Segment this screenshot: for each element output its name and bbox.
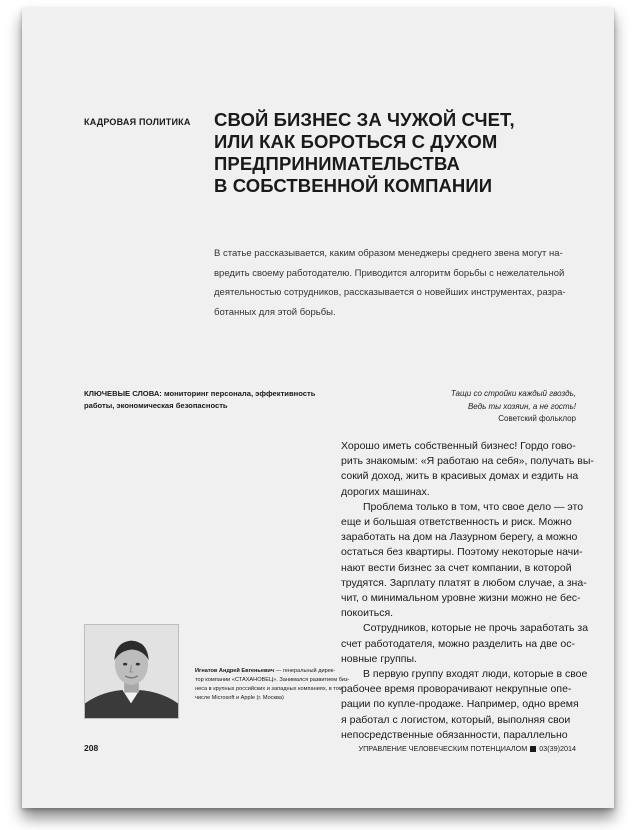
title-line: ПРЕДПРИНИМАТЕЛЬСТВА	[214, 153, 460, 174]
article-title	[214, 109, 594, 197]
journal-footer	[359, 744, 576, 753]
author-bio	[195, 667, 350, 703]
abstract-line: деятельностью сотрудников, рассказывается о новейших инструментах, разра-	[214, 287, 566, 298]
body-line: сокий доход, жить в красивых домах и ездить на	[341, 470, 579, 483]
article-body	[341, 439, 603, 743]
title-line: ИЛИ КАК БОРОТЬСЯ С ДУХОМ	[214, 131, 498, 152]
body-line: трудятся. Зарплату платят в любом случае, а зна-	[341, 576, 587, 589]
body-line: В первую группу входят люди, которые в свое	[363, 668, 588, 681]
keywords-line: работы, экономическая безопасность	[84, 401, 228, 410]
body-line: рабочее время проворачивают некрупные опе-	[341, 683, 572, 696]
author-photo	[84, 624, 179, 719]
rubric-label: КАДРОВАЯ ПОЛИТИКА	[84, 117, 191, 127]
author-bio-text: — генеральный дирек-	[274, 668, 336, 674]
square-separator-icon	[530, 746, 536, 752]
body-line: Сотрудников, которые не прочь заработать за	[363, 622, 589, 635]
body-line: еще и большая ответственность и риск. Можно	[341, 516, 572, 529]
magazine-page	[22, 8, 614, 808]
body-line: чит, о минимальном уровне жизни можно не бес-	[341, 592, 581, 605]
abstract-line: ботанных для этой борьбы.	[214, 306, 336, 318]
body-line: заработать на дом на Лазурном берегу, а можно	[341, 531, 578, 544]
title-line: СВОЙ БИЗНЕС ЗА ЧУЖОЙ СЧЕТ,	[214, 109, 515, 130]
epigraph-line: Тащи со стройки каждый гвоздь,	[450, 389, 576, 398]
body-line: рить знакомым: «Я работаю на себя», получать вы-	[341, 455, 594, 468]
journal-name: УПРАВЛЕНИЕ ЧЕЛОВЕЧЕСКИМ ПОТЕНЦИАЛОМ	[358, 744, 528, 753]
epigraph-source: Советский фольклор	[498, 414, 576, 423]
title-line: В СОБСТВЕННОЙ КОМПАНИИ	[214, 175, 493, 196]
body-line: счет работодателя, можно разделить на две ос-	[341, 637, 575, 650]
body-line: Проблема только в том, что свое дело — это	[363, 500, 584, 513]
body-line: новные группы.	[341, 652, 417, 665]
keywords-block	[84, 388, 344, 412]
abstract-line: В статье рассказывается, каким образом менеджеры среднего звена могут на-	[214, 248, 563, 259]
body-line: Хорошо иметь собственный бизнес! Гордо гово-	[341, 440, 576, 452]
issue-number: 03(39)2014	[539, 744, 576, 753]
page-number: 208	[84, 743, 99, 753]
body-line: нают вести бизнес за счет компании, в которой	[341, 561, 572, 574]
author-portrait-image	[85, 625, 178, 718]
epigraph-line: Ведь ты хозяин, а не гость!	[467, 401, 576, 411]
author-bio-line: тор компании «СТАХАНОВЕЦ». Занимался развитием биз-	[195, 677, 350, 683]
author-bio-line: неса в крупных российских и западных компаниях, в том	[195, 686, 343, 692]
author-bio-line: числе Microsoft и Apple (г. Москва)	[195, 695, 284, 701]
author-name: Игнатов Андрей Евгеньевич	[195, 668, 275, 674]
article-abstract	[214, 244, 574, 322]
abstract-line: вредить своему работодателю. Приводится алгоритм борьбы с нежелательной	[214, 267, 565, 279]
epigraph	[451, 388, 576, 426]
body-line: остаться без квартиры. Поэтому некоторые начи-	[341, 546, 583, 559]
body-line: покоиться.	[341, 607, 394, 620]
author-bio-first-line	[195, 667, 335, 676]
body-line: дорогих машинах.	[341, 485, 430, 498]
body-line: я работал с логистом, который, выполняя свои	[341, 713, 571, 726]
keywords-line: КЛЮЧЕВЫЕ СЛОВА: мониторинг персонала, эффективность	[84, 389, 316, 398]
body-line: рации по купле-продаже. Например, одно время	[341, 698, 579, 711]
body-line: непосредственные обязанности, параллельно	[341, 728, 568, 741]
